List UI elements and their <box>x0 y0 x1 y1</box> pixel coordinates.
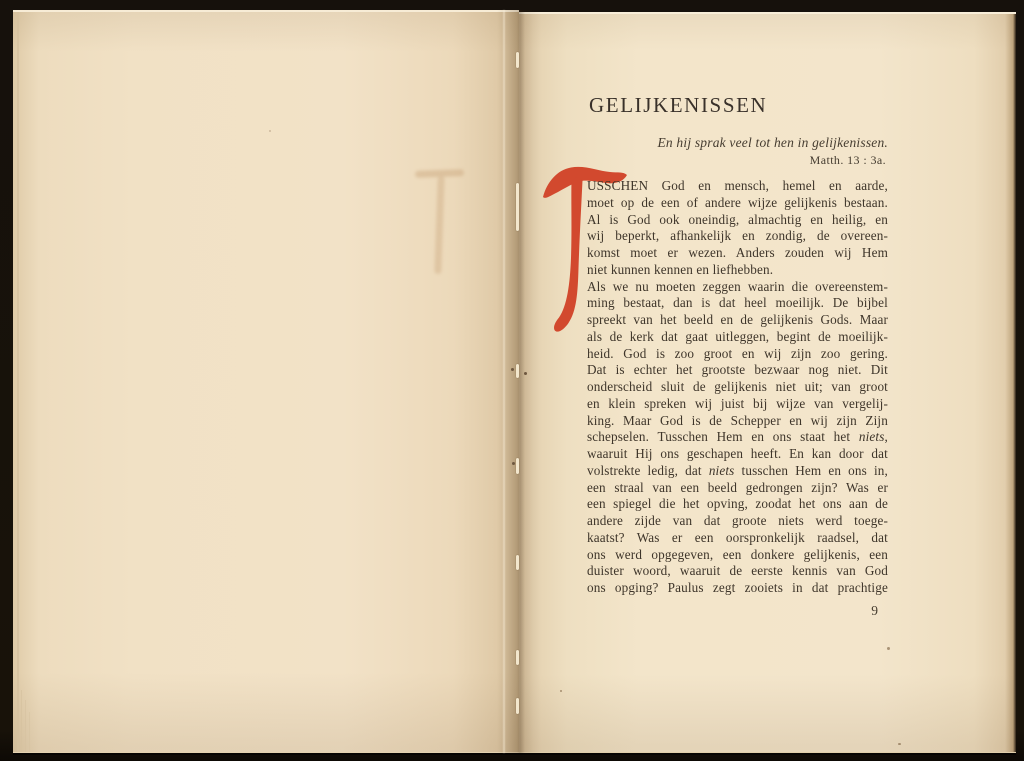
binding-knot <box>524 372 527 375</box>
left-page <box>13 10 519 753</box>
body-line: Als we nu moeten zeggen waarin die overeenstem- <box>587 278 888 294</box>
body-line: heid. God is zoo groot en wij zijn zoo gering. <box>587 345 888 361</box>
binding-stitch <box>516 555 519 570</box>
body-line: onderscheid sluit de gelijkenis niet uit; van groot <box>587 379 888 394</box>
foxing-speck <box>887 647 890 650</box>
epigraph: En hij sprak veel tot hen in gelijkenissen. <box>657 135 888 150</box>
page-edge <box>29 712 30 752</box>
binding-stitch <box>516 650 519 665</box>
body-line: waaruit Hij ons geschapen heeft. En kan door dat <box>587 446 888 461</box>
body-line: ons opging? Paulus zegt zooiets in dat prachtige <box>587 580 888 595</box>
binding-stitch <box>516 364 519 378</box>
body-line: en klein spreken wij juist bij wijze van vergelij- <box>587 395 888 411</box>
body-line: als de kerk dat gaat uitleggen, begint de moeilijk- <box>587 328 888 344</box>
binding-stitch <box>516 52 519 68</box>
body-line: moet op de een of andere wijze gelijkenis bestaan. <box>587 194 888 210</box>
body-line: ons werd opgegeven, een donkere gelijkenis, een <box>587 546 888 562</box>
body-line: king. Maar God is de Schepper en wij zijn Zijn <box>587 412 888 428</box>
ink-offset-stain <box>434 176 444 274</box>
body-line: kaatst? Was er een oorspronkelijk raadsel, dat <box>587 529 888 545</box>
body-line: spreekt van het beeld en de gelijkenis Gods. Maar <box>587 312 888 327</box>
binding-stitch <box>516 458 519 474</box>
body-line: schepselen. Tusschen Hem en ons staat het niets, <box>587 429 888 445</box>
binding-stitch <box>516 183 519 231</box>
body-line: Dat is echter het grootste bezwaar nog niet. Dit <box>587 362 888 378</box>
body-line: niet kunnen kennen en liefhebben. <box>587 261 774 277</box>
binding-stitch <box>516 698 519 714</box>
body-line: volstrekte ledig, dat niets tusschen Hem en ons in, <box>587 462 888 478</box>
body-line: USSCHEN God en mensch, hemel en aarde, <box>587 178 888 193</box>
body-line: wij beperkt, afhankelijk en zondig, de overeen- <box>587 228 888 244</box>
page-number: 9 <box>871 603 878 618</box>
body-line: Al is God ook oneindig, almachtig en heilig, en <box>587 211 888 227</box>
body-line: een straal van een beeld gedrongen zijn? Was er <box>587 479 888 495</box>
book-gutter <box>497 10 541 753</box>
gutter-highlight <box>503 10 505 753</box>
foxing-speck <box>269 130 271 132</box>
page-edge <box>21 690 22 752</box>
foxing-speck <box>560 690 562 692</box>
epigraph-source: Matth. 13 : 3a. <box>809 153 886 167</box>
body-line: andere zijde van dat groote niets werd toege- <box>587 513 888 528</box>
binding-knot <box>511 368 514 371</box>
body-text <box>587 178 888 597</box>
body-line: duister woord, waaruit de eerste kennis van God <box>587 563 888 579</box>
foxing-speck <box>898 743 901 745</box>
chapter-title: GELIJKENISSEN <box>589 93 768 117</box>
binding-knot <box>512 462 515 465</box>
right-page <box>519 12 1016 753</box>
page-edge <box>17 12 19 752</box>
body-line: een spiegel die het opving, zoodat het ons aan de <box>587 496 888 512</box>
body-line: komst moet er wezen. Anders zouden wij Hem <box>587 245 888 260</box>
page-edge <box>25 700 26 752</box>
body-line: ming bestaat, dan is dat heel moeilijk. De bijbel <box>587 295 888 311</box>
